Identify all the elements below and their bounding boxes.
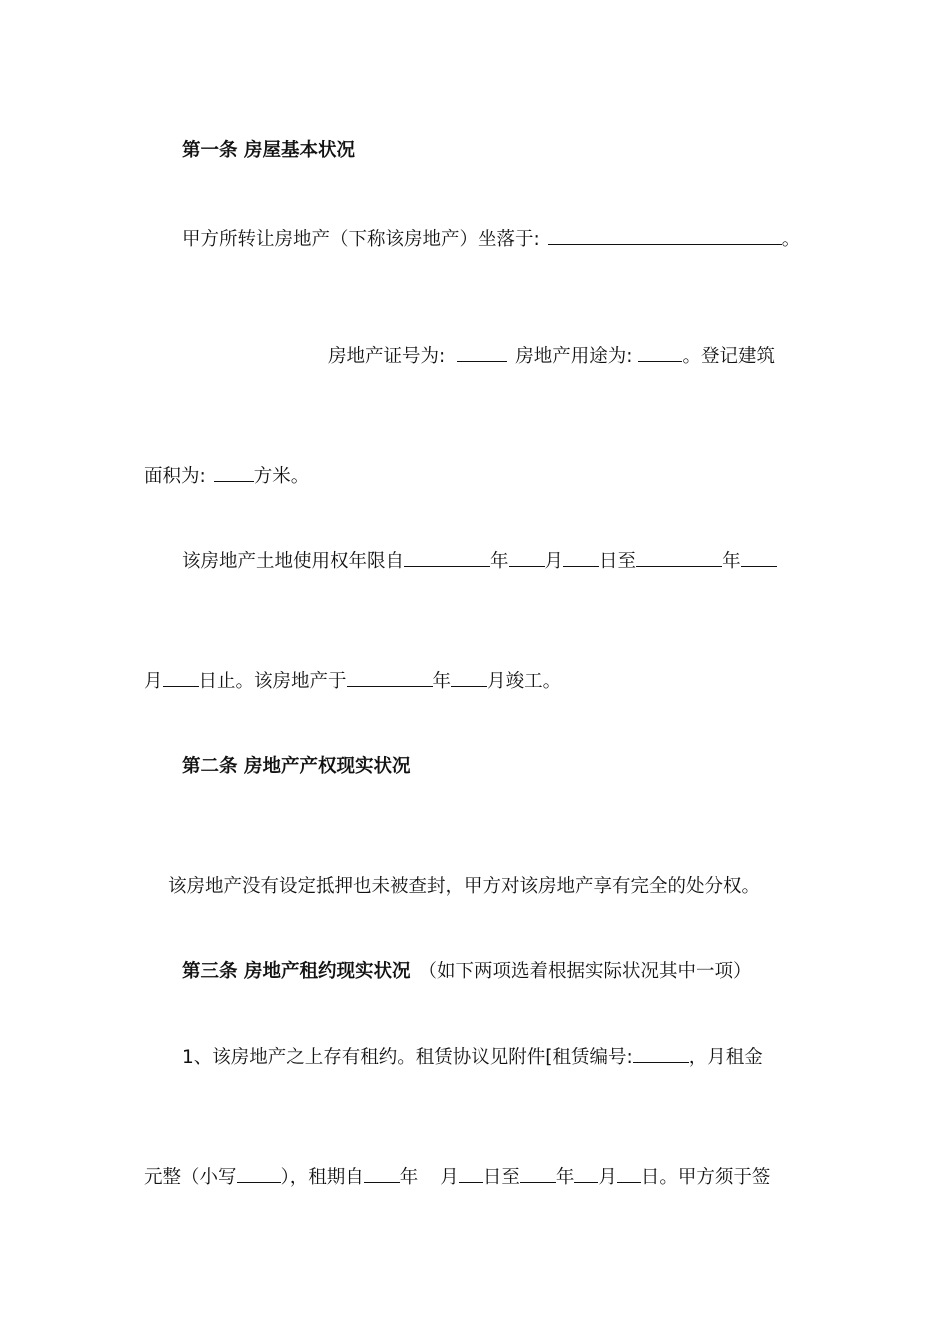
lease-year-label-2: 年 [555, 1167, 575, 1188]
article-2-text: 该房地产没有设定抵押也未被查封，甲方对该房地产享有完全的处分权。 [168, 876, 761, 897]
year-label: 年 [490, 551, 509, 572]
rent-amount-blank [237, 1164, 281, 1183]
usage-label: 房地产用途为: [515, 346, 633, 367]
cert-blank [457, 343, 507, 362]
lease-year-label: 年 [399, 1167, 419, 1188]
day-to-label: 日至 [599, 551, 637, 572]
lease-day-to-label: 日至 [482, 1167, 520, 1188]
lease-end-day-blank [617, 1164, 641, 1183]
area-prefix-tail: 。登记建筑 [682, 346, 775, 367]
lease-day-label: 日。 [640, 1167, 678, 1188]
completion-line [144, 668, 561, 695]
location-prefix: 甲方所转让房地产（下称该房地产）坐落于: [182, 229, 540, 250]
lease-end-year-blank [520, 1164, 556, 1183]
area-line [144, 463, 309, 490]
article-2-heading: 第二条 房地产产权现实状况 [182, 756, 411, 777]
completed-suffix: 月竣工。 [487, 671, 562, 692]
completed-prefix: 该房地产于 [254, 671, 347, 692]
cert-usage-line [328, 343, 775, 370]
start-year-blank [404, 548, 490, 567]
lease-month-label: 月 [440, 1167, 459, 1188]
location-blank [548, 226, 782, 245]
cert-prefix: 房地产证号为: [328, 346, 446, 367]
area-label: 面积为: [144, 466, 206, 487]
item-1-suffix: ，月租金 [688, 1047, 763, 1068]
area-blank [214, 463, 254, 482]
end-month-blank [741, 548, 777, 567]
end-day-blank [163, 668, 199, 687]
article-3-heading-note: （如下两项选着根据实际状况其中一项） [418, 961, 752, 982]
year-label-3: 年 [432, 671, 452, 692]
item-1-prefix: 1、该房地产之上存有租约。租赁协议见附件[租赁编号: [182, 1047, 633, 1068]
lease-start-year-blank [364, 1164, 400, 1183]
land-use-prefix: 该房地产土地使用权年限自 [182, 551, 405, 572]
item-1-line-2 [144, 1164, 770, 1191]
lease-end-month-blank [574, 1164, 598, 1183]
article-1-heading: 第一条 房屋基本状况 [182, 140, 355, 161]
year-label-2: 年 [722, 551, 741, 572]
completed-year-blank [347, 668, 433, 687]
rent-prefix: 元整（小写 [144, 1167, 237, 1188]
article-3-heading: 第三条 房地产租约现实状况 [182, 961, 411, 982]
lease-number-blank [633, 1044, 689, 1063]
usage-blank [638, 343, 682, 362]
area-unit: 方米。 [253, 466, 310, 487]
item-1-tail: 甲方须于签 [677, 1167, 771, 1188]
location-line [182, 226, 800, 253]
completed-month-blank [451, 668, 487, 687]
day-end-label: 日止。 [198, 671, 255, 692]
start-month-blank [509, 548, 545, 567]
location-suffix: 。 [781, 229, 801, 250]
month-label-2: 月 [144, 671, 163, 692]
item-1-line-1 [182, 1044, 763, 1071]
month-label: 月 [544, 551, 564, 572]
lease-month-label-2: 月 [598, 1167, 617, 1188]
lease-start-day-blank [459, 1164, 483, 1183]
article-3-heading-line [182, 959, 751, 985]
end-year-blank [636, 548, 722, 567]
rent-mid: ），租期自 [280, 1167, 364, 1188]
start-day-blank [563, 548, 599, 567]
land-use-line [182, 548, 777, 575]
